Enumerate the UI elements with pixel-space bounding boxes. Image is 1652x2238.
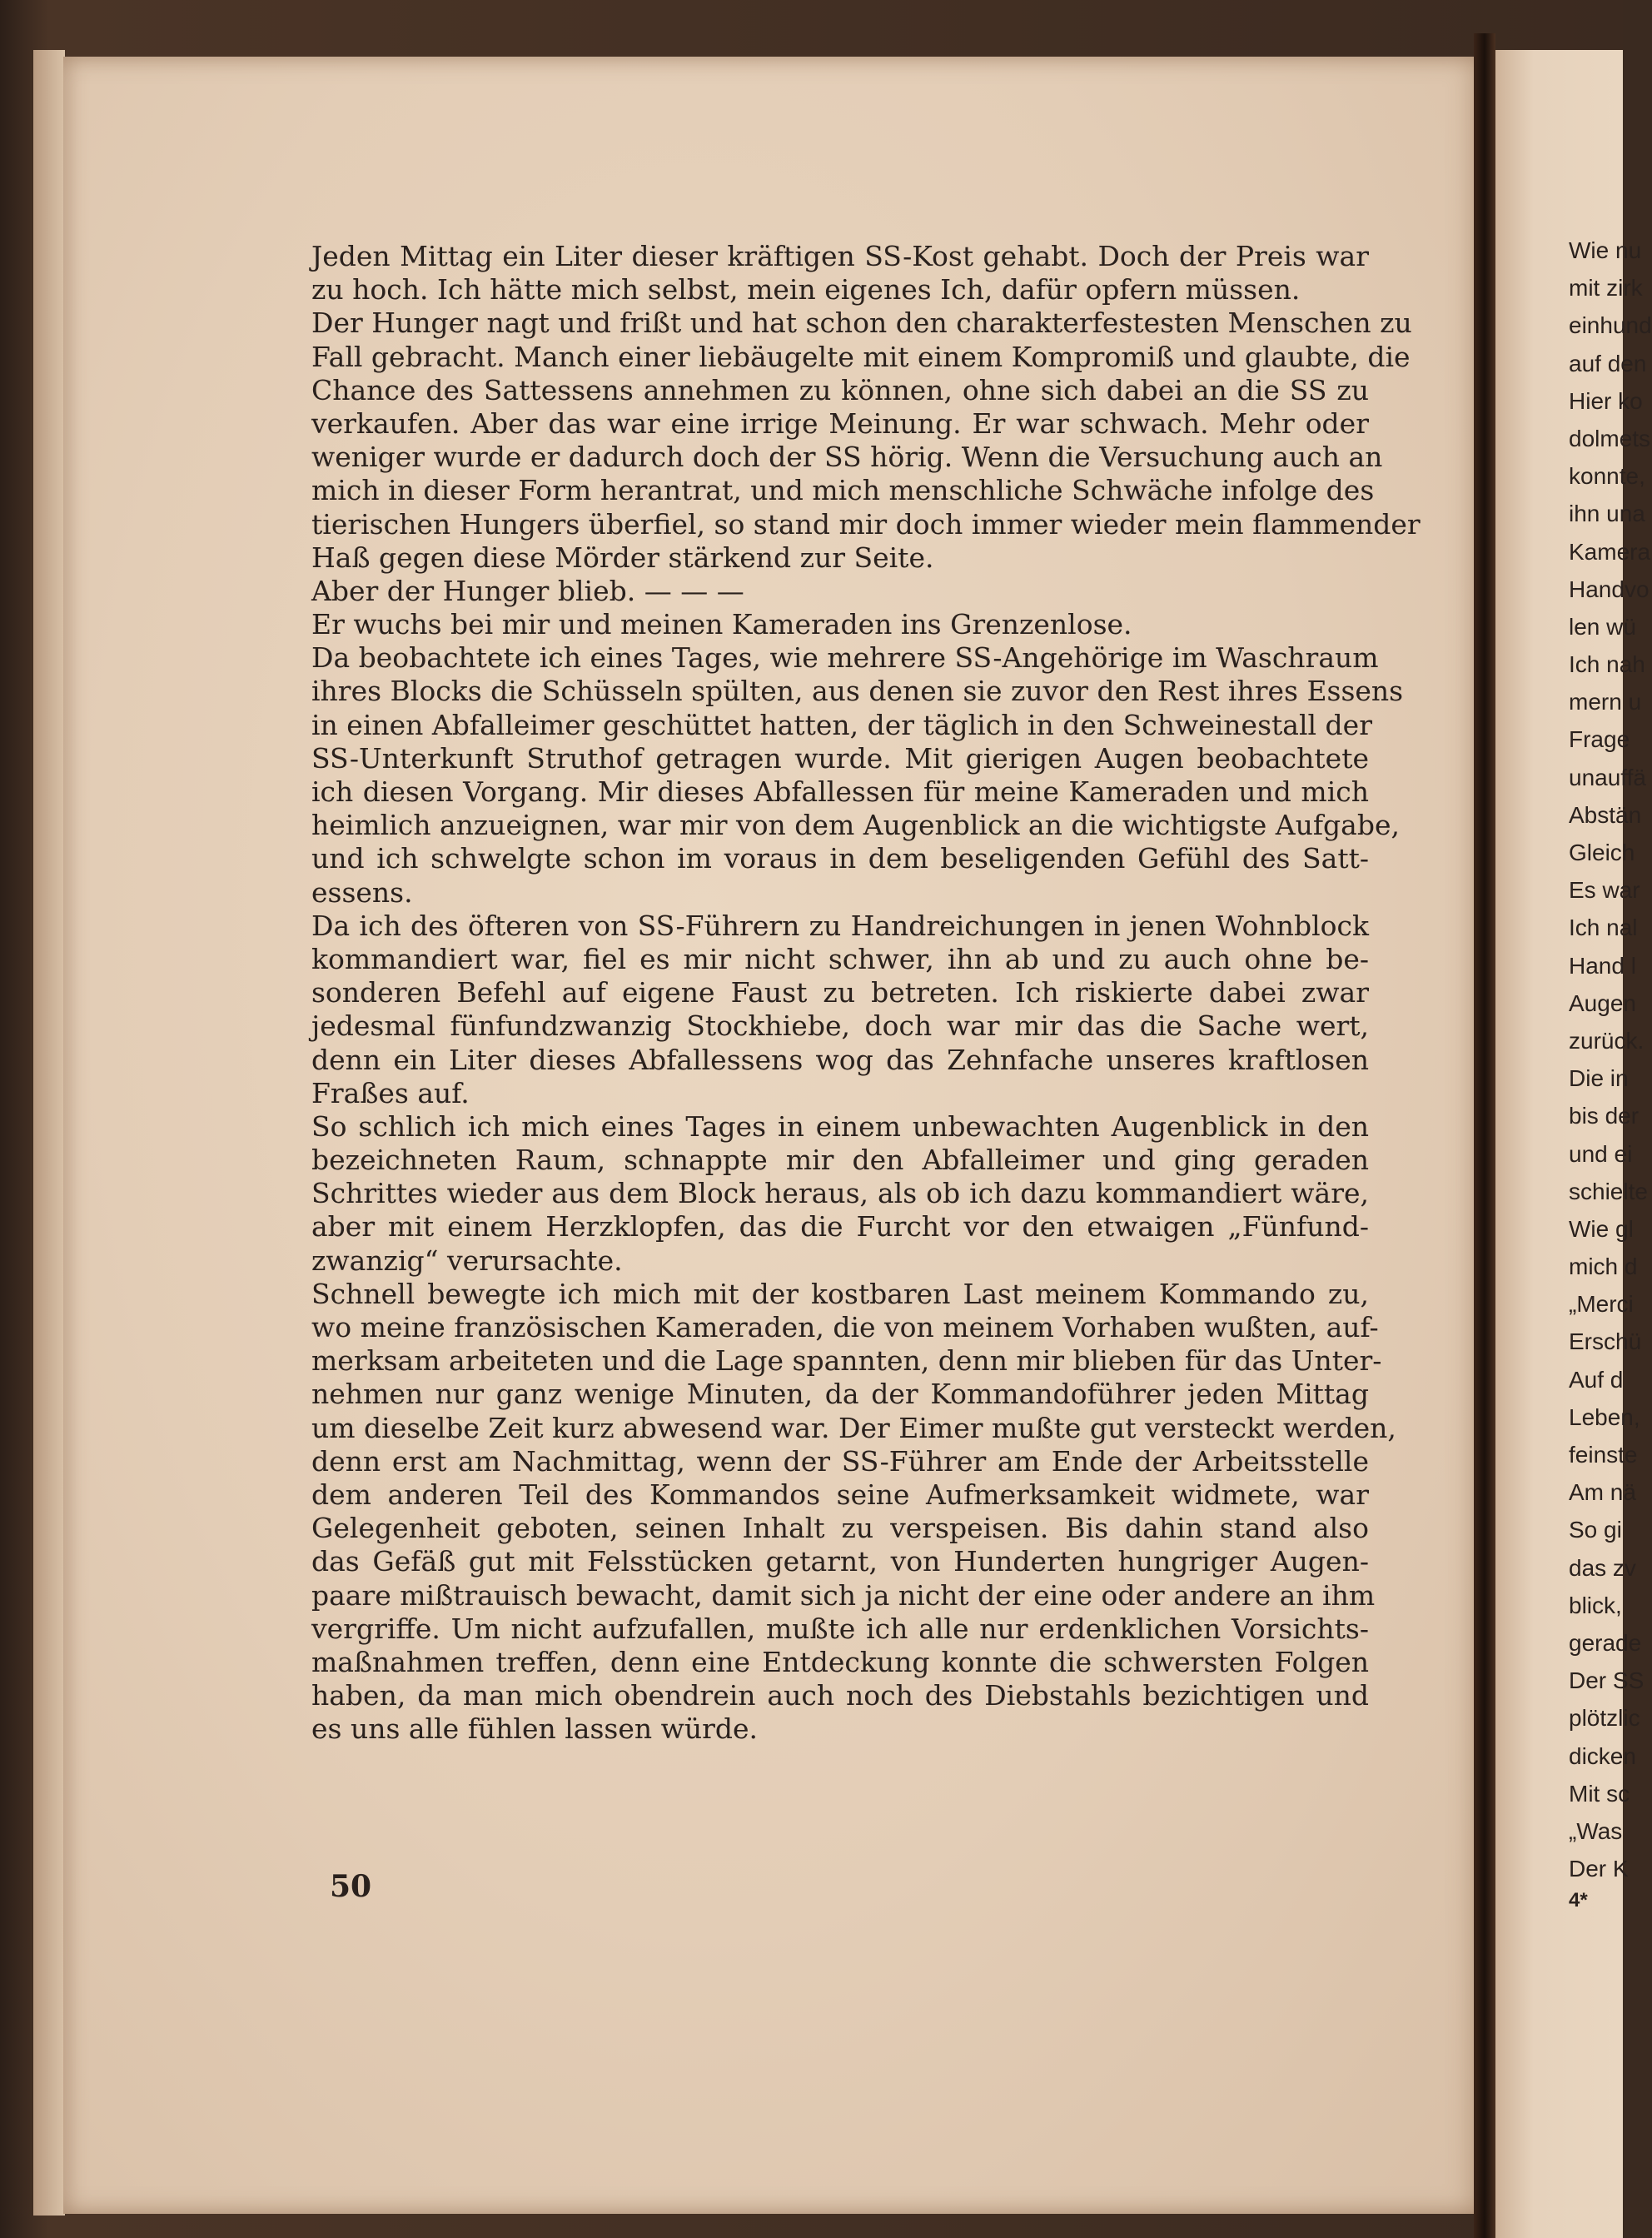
text-line: paare mißtrauisch bewacht, damit sich ja nicht der eine oder andere an ihm (311, 1578, 1376, 1612)
facing-text-line: Hand l (1569, 952, 1636, 979)
text-line: es uns alle fühlen lassen würde. (311, 1712, 759, 1746)
text-line: um dieselbe Zeit kurz abwesend war. Der Eimer mußte gut versteckt werden, (311, 1411, 1396, 1444)
facing-text-line: bis der (1569, 1103, 1640, 1129)
facing-text-line: mern u (1569, 689, 1642, 715)
text-line: Aber der Hunger blieb. — — — (311, 574, 744, 607)
facing-page-text (1569, 232, 1652, 1887)
text-line: Fraßes auf. (311, 1076, 470, 1109)
text-line: Der Hunger nagt und frißt und hat schon den charakterfestesten Menschen zu (311, 307, 1412, 340)
facing-text-line: Der SS (1569, 1667, 1645, 1694)
facing-text-line: Ich nal (1569, 915, 1638, 941)
facing-text-line: Es war (1569, 877, 1640, 904)
facing-text-line: dolmets (1569, 425, 1651, 451)
text-line: vergriffe. Um nicht aufzufallen, mußte ich alle nur erdenklichen Vorsichts- (311, 1612, 1369, 1645)
text-line: ihres Blocks die Schüsseln spülten, aus denen sie zuvor den Rest ihres Essens (311, 675, 1404, 708)
text-line: und ich schwelgte schon im voraus in dem beseligenden Gefühl des Satt- (311, 842, 1369, 875)
facing-text-line: Hier ko (1569, 387, 1643, 414)
text-line: Da ich des öfteren von SS-Führern zu Handreichungen in jenen Wohnblock (311, 909, 1369, 942)
facing-text-line: Mit sc (1569, 1780, 1630, 1807)
text-line: haben, da man mich obendrein auch noch des Diebstahls bezichtigen und (311, 1679, 1369, 1712)
facing-text-line: konnte, (1569, 463, 1645, 490)
facing-text-line: mit zirk (1569, 275, 1643, 302)
facing-text-line: ihn una (1569, 501, 1645, 527)
facing-text-line: mich d (1569, 1254, 1638, 1280)
page-edge (33, 50, 65, 2216)
text-line: kommandiert war, fiel es mir nicht schwer, ihn ab und zu auch ohne be- (311, 942, 1369, 975)
facing-text-line: und ei (1569, 1140, 1633, 1167)
text-line: maßnahmen treffen, denn eine Entdeckung konnte die schwersten Folgen (311, 1645, 1369, 1678)
facing-text-line: „Merci (1569, 1291, 1634, 1318)
facing-text-line: len wü (1569, 613, 1636, 640)
text-line: dem anderen Teil des Kommandos seine Aufmerksamkeit widmete, war (311, 1478, 1369, 1511)
text-line: denn ein Liter dieses Abfallessens wog das Zehnfache unseres kraftlosen (311, 1043, 1369, 1076)
text-line: Gelegenheit geboten, seinen Inhalt zu verspeisen. Bis dahin stand also (311, 1512, 1369, 1545)
facing-text-line: Gleich (1569, 840, 1635, 865)
facing-text-line: plötzlic (1569, 1705, 1640, 1732)
facing-text-line: dicken (1569, 1742, 1636, 1769)
facing-text-line: Augen (1569, 989, 1636, 1016)
text-line: Fall gebracht. Manch einer liebäugelte mit einem Kompromiß und glaubte, die (311, 340, 1411, 373)
text-line: Haß gegen diese Mörder stärkend zur Seite. (311, 541, 934, 574)
facing-text-line: feinste (1569, 1442, 1638, 1468)
text-line: Chance des Sattessens annehmen zu können, ohne sich dabei an die SS zu (311, 373, 1369, 406)
text-line: merksam arbeiteten und die Lage spannten, denn mir blieben für das Unter- (311, 1344, 1382, 1378)
facing-text-line: „Was (1569, 1817, 1623, 1844)
facing-text-line: einhund (1569, 312, 1652, 339)
signature-mark: 4* (1569, 1889, 1588, 1912)
text-line: denn erst am Nachmittag, wenn der SS-Führer am Ende der Arbeitsstelle (311, 1444, 1369, 1478)
facing-text-line: Handvo (1569, 576, 1650, 602)
body-text (311, 240, 1421, 1746)
facing-text-line: Ich nah (1569, 651, 1645, 678)
text-line: Schrittes wieder aus dem Block heraus, als ob ich dazu kommandiert wäre, (311, 1177, 1369, 1210)
facing-text-line: Wie gl (1569, 1215, 1634, 1242)
page-number: 50 (330, 1869, 372, 1904)
facing-text-line: auf den (1569, 350, 1647, 376)
text-line: bezeichneten Raum, schnappte mir den Abfalleimer und ging geraden (311, 1144, 1369, 1177)
text-line: Jeden Mittag ein Liter dieser kräftigen SS-Kost gehabt. Doch der Preis war (311, 240, 1369, 272)
text-line: Schnell bewegte ich mich mit der kostbaren Last meinem Kommando zu, (311, 1277, 1369, 1310)
facing-text-line: Erschü (1569, 1328, 1642, 1355)
text-line: weniger wurde er dadurch doch der SS hörig. Wenn die Versuchung auch an (311, 441, 1383, 474)
text-line: mich in dieser Form herantrat, und mich menschliche Schwäche infolge des (311, 474, 1375, 507)
facing-text-line: blick, (1569, 1592, 1622, 1618)
facing-text-line: Leben, (1569, 1403, 1640, 1430)
text-line: das Gefäß gut mit Felsstücken getarnt, von Hunderten hungriger Augen- (311, 1545, 1369, 1578)
facing-text-line: schielte (1569, 1178, 1648, 1204)
text-line: zwanzig“ verursachte. (311, 1244, 623, 1277)
facing-text-line: gerade (1569, 1629, 1642, 1656)
text-line: nehmen nur ganz wenige Minuten, da der Kommandoführer jeden Mittag (311, 1378, 1369, 1411)
book-gutter (1474, 33, 1495, 2238)
text-line: verkaufen. Aber das war eine irrige Meinung. Er war schwach. Mehr oder (311, 406, 1369, 440)
facing-text-line: das zv (1569, 1554, 1636, 1581)
text-line: ich diesen Vorgang. Mir dieses Abfallessen für meine Kameraden und mich (311, 775, 1369, 808)
text-line: aber mit einem Herzklopfen, das die Furcht vor den etwaigen „Fünfund- (311, 1210, 1369, 1244)
facing-text-line: Der K (1569, 1856, 1629, 1882)
text-line: So schlich ich mich eines Tages in einem unbewachten Augenblick in den (311, 1109, 1369, 1143)
text-line: jedesmal fünfundzwanzig Stockhiebe, doch war mir das die Sache wert, (311, 1009, 1369, 1043)
facing-text-line: So gi (1569, 1517, 1622, 1543)
text-line: tierischen Hungers überfiel, so stand mir doch immer wieder mein flammender (311, 507, 1421, 541)
facing-text-line: zurück. (1569, 1027, 1645, 1054)
facing-text-line: Kamera (1569, 538, 1651, 565)
facing-text-line: Am nä (1569, 1479, 1636, 1506)
text-line: wo meine französischen Kameraden, die von meinem Vorhaben wußten, auf- (311, 1311, 1379, 1343)
text-line: SS-Unterkunft Struthof getragen wurde. Mit gierigen Augen beobachtete (311, 741, 1369, 775)
text-line: sonderen Befehl auf eigene Faust zu betreten. Ich riskierte dabei zwar (311, 976, 1369, 1009)
text-line: zu hoch. Ich hätte mich selbst, mein eigenes Ich, dafür opfern müssen. (311, 273, 1301, 307)
text-line: in einen Abfalleimer geschüttet hatten, der täglich in den Schweinestall der (311, 708, 1372, 741)
text-line: Er wuchs bei mir und meinen Kameraden ins Grenzenlose. (311, 608, 1132, 641)
facing-text-line: Abstän (1569, 801, 1642, 828)
text-line: essens. (311, 875, 413, 909)
facing-text-line: Frage (1569, 726, 1630, 753)
text-line: Da beobachtete ich eines Tages, wie mehrere SS-Angehörige im Waschraum (311, 641, 1379, 675)
facing-text-line: unauffä (1569, 764, 1646, 790)
facing-text-line: Die in (1569, 1065, 1629, 1092)
text-line: heimlich anzueignen, war mir von dem Augenblick an die wichtigste Aufgabe, (311, 809, 1400, 842)
facing-text-line: Auf d (1569, 1366, 1624, 1393)
facing-text-line: Wie nu (1569, 237, 1642, 263)
